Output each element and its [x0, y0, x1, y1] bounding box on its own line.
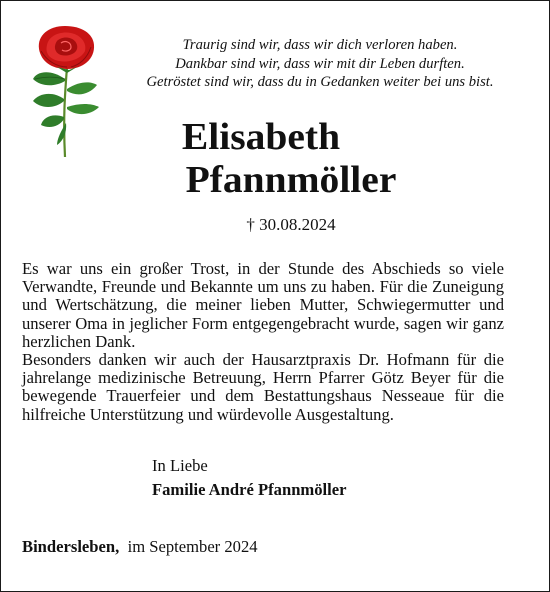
- family-signature: Familie André Pfannmöller: [152, 480, 347, 499]
- thank-you-text: [22, 260, 504, 424]
- verse-line: Getröstet sind wir, dass du in Gedanken weiter bei uns bist.: [146, 74, 494, 91]
- thank-you-paragraph: Es war uns ein großer Trost, in der Stunde des Abschieds so viele Verwandte, Freunde und Bekannte um uns zu haben. Für die Zuneigung und Wertschätzung, die meiner lieben Mutter, Schwiegermutter und unserer Oma in jeglicher Form entgegengebracht wurde, sagen wir ganz herzlichen Dank.: [22, 259, 504, 351]
- thank-you-paragraph: Besonders danken wir auch der Hausarztpraxis Dr. Hofmann für die jahrelange medizinische Betreuung, Herrn Pfarrer Götz Beyer für die bewegende Trauerfeier und dem Bestattungshaus Nesseaue für die hilfreiche Unterstützung und würdevolle Ausgestaltung.: [22, 350, 504, 424]
- town: Bindersleben,: [22, 537, 120, 556]
- verse-line: Dankbar sind wir, dass wir mit dir Leben durften.: [175, 55, 465, 72]
- deceased-first-name: Elisabeth: [181, 116, 341, 158]
- date: im September 2024: [127, 537, 258, 556]
- closing-phrase: In Liebe: [152, 456, 208, 475]
- verse-line: Traurig sind wir, dass wir dich verloren haben.: [182, 37, 458, 53]
- place-and-date: [22, 537, 258, 557]
- deceased-last-name: Pfannmöller: [185, 159, 397, 201]
- death-date: † 30.08.2024: [246, 215, 336, 234]
- opening-verse: [107, 36, 533, 92]
